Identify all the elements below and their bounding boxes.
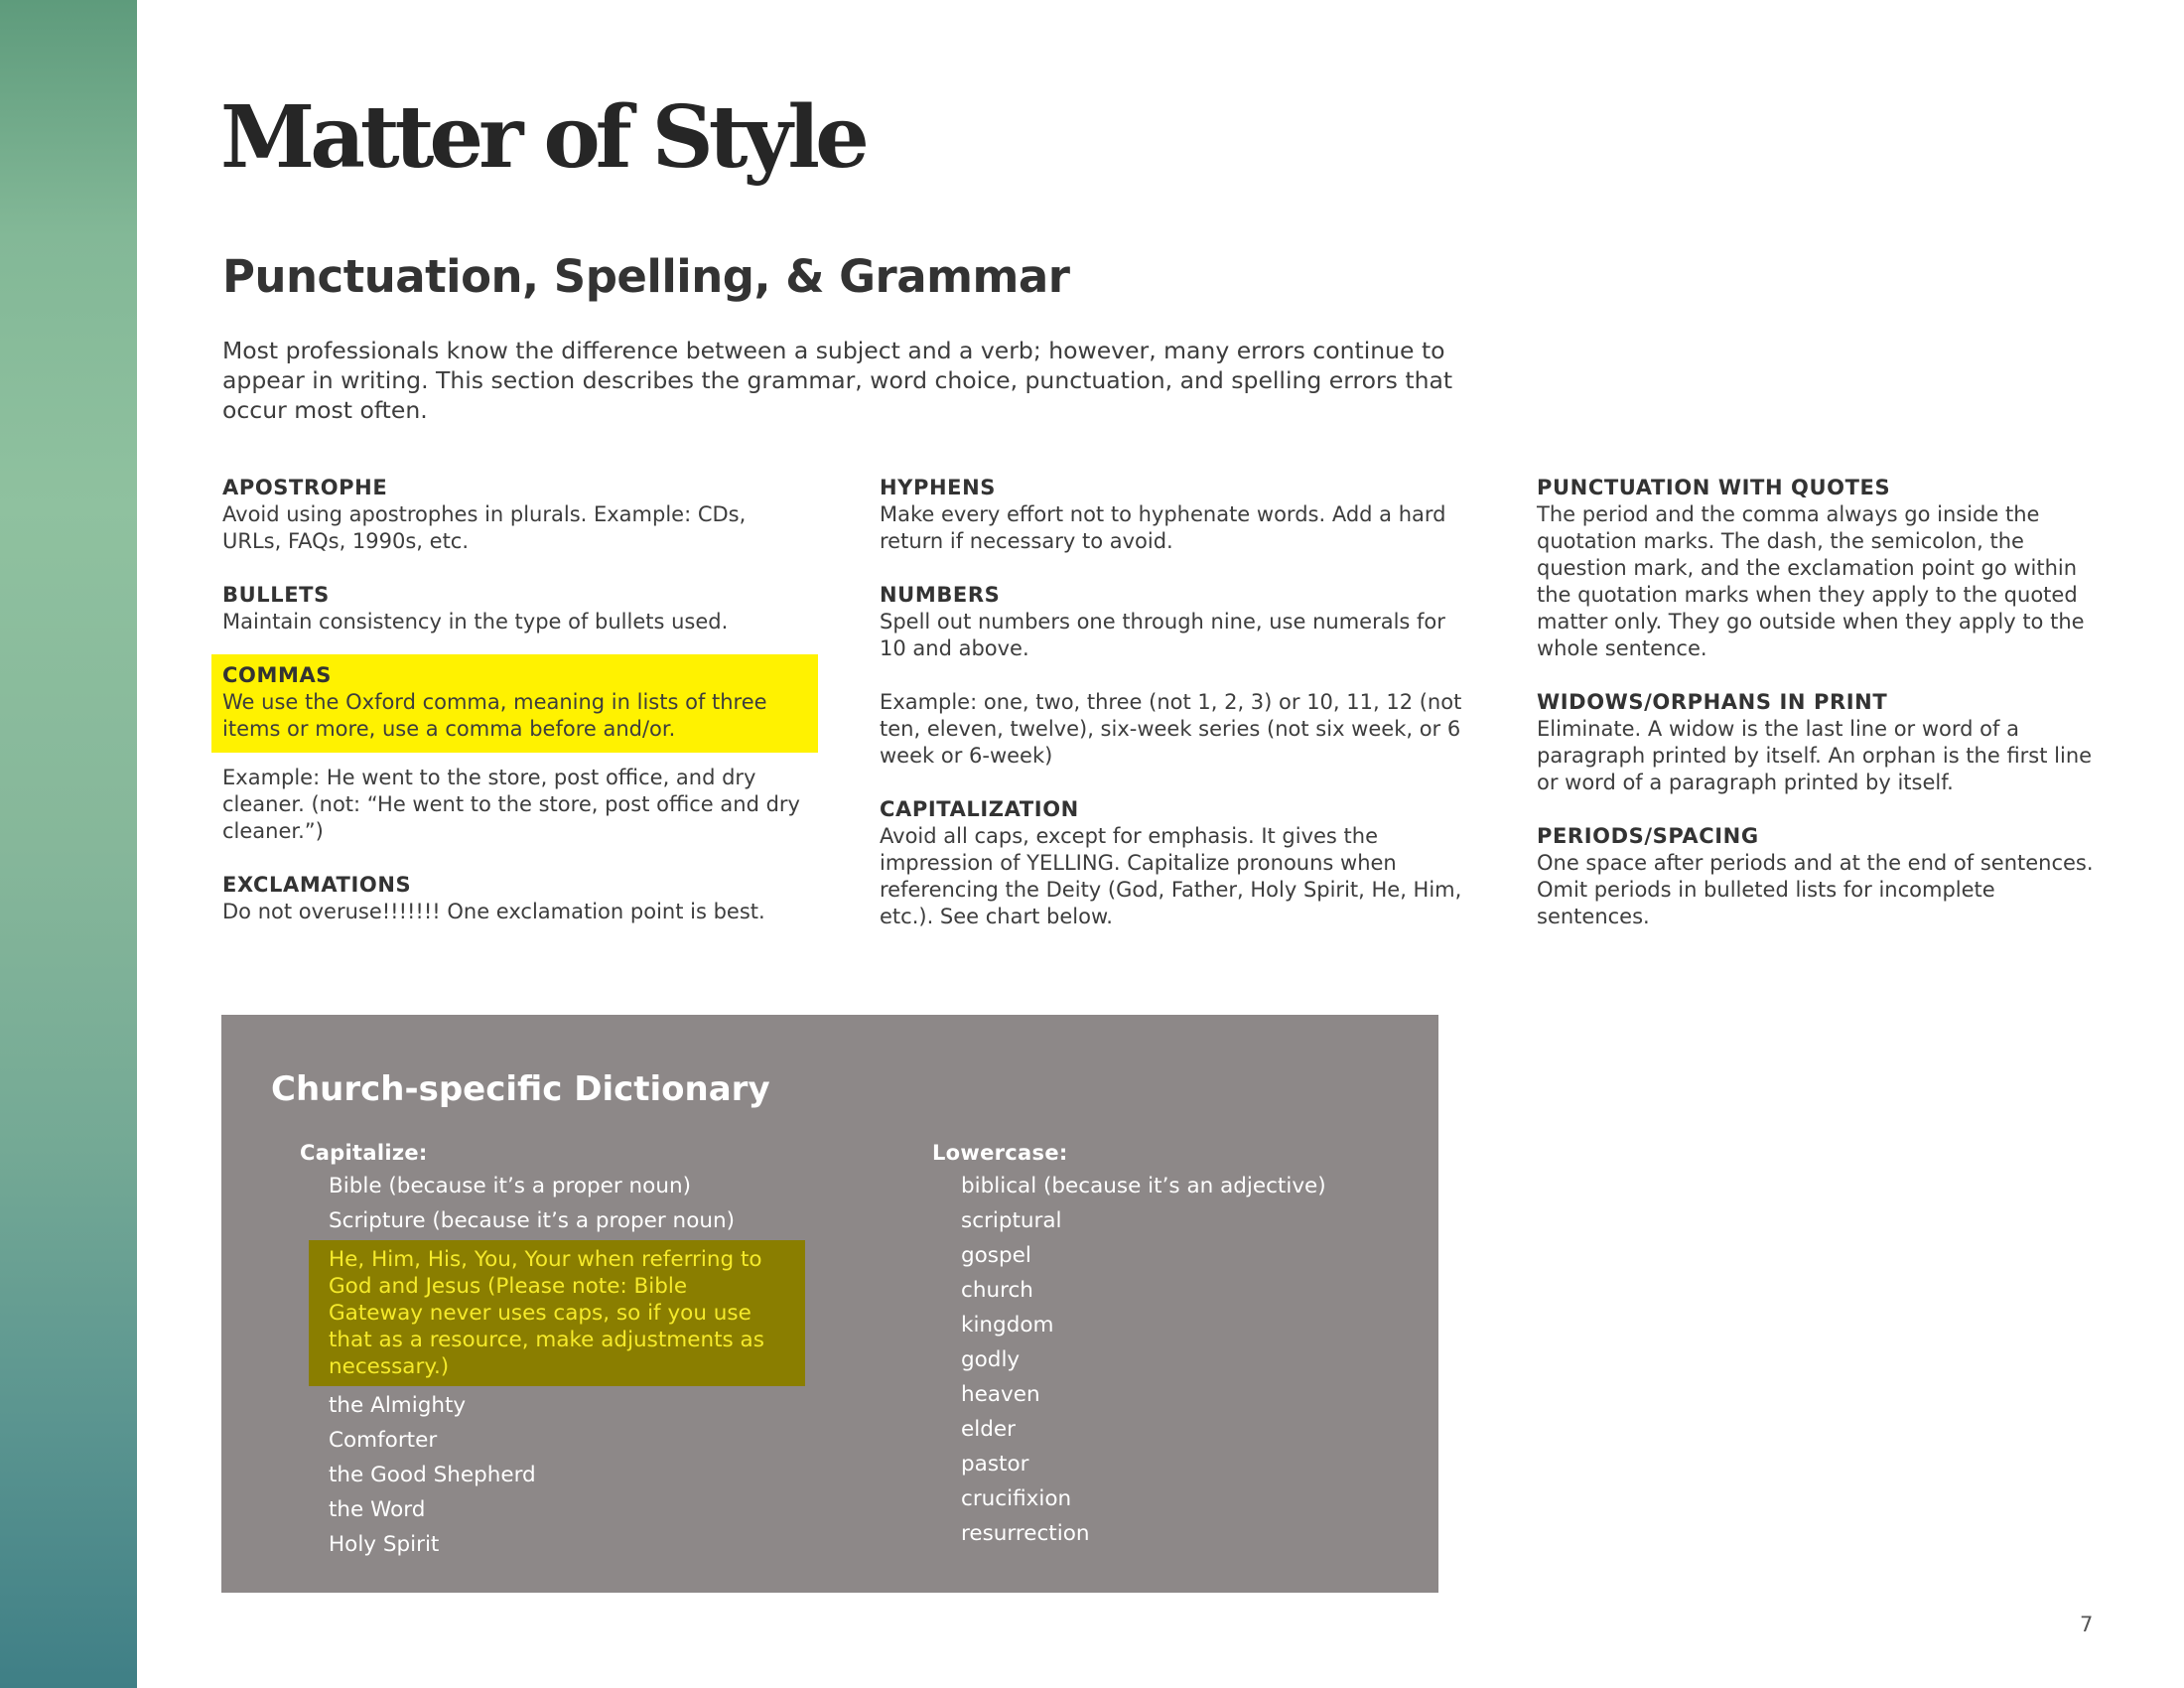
page-number: 7 — [2080, 1613, 2094, 1636]
list-item: resurrection — [961, 1521, 1090, 1546]
lowercase-column — [932, 1139, 1409, 1551]
list-item: Holy Spirit — [329, 1532, 440, 1557]
capitalize-list — [300, 1169, 856, 1562]
rule-capitalization — [880, 796, 1465, 930]
lowercase-heading: Lowercase: — [932, 1141, 1068, 1165]
commas-highlight — [211, 654, 818, 753]
highlighted-list-item: He, Him, His, You, Your when referring to God and Jesus (Please note: Bible Gateway never uses caps, so if you use that as a resource, make adjustments as necessary.) — [309, 1240, 805, 1386]
rules-column-3 — [1537, 475, 2113, 957]
list-item: Scripture (because it’s a proper noun) — [329, 1208, 735, 1233]
church-dictionary-panel — [221, 1015, 1438, 1593]
rule-heading: PERIODS/SPACING — [1537, 824, 1759, 848]
list-item: kingdom — [961, 1313, 1054, 1337]
rule-body: Maintain consistency in the type of bullets used. — [222, 610, 729, 633]
list-item: gospel — [961, 1243, 1031, 1268]
brand-title: Matter of Style — [220, 87, 865, 188]
rule-heading: COMMAS — [222, 663, 333, 687]
rule-body: The period and the comma always go inside the quotation marks. The dash, the semicolon, the question mark, and the exclamation point go within the quotation marks when they apply to the quoted matter only. They go outside when they apply to the whole sentence. — [1537, 502, 2085, 660]
rule-example: Example: He went to the store, post office, and dry cleaner. (not: “He went to the store, post office and dry cleaner.”) — [222, 766, 800, 843]
list-item: elder — [961, 1417, 1016, 1442]
list-item: pastor — [961, 1452, 1029, 1477]
rule-bullets — [222, 582, 808, 635]
dictionary-title: Church-specific Dictionary — [271, 1069, 770, 1109]
rule-commas — [222, 654, 808, 845]
rule-body: Do not overuse!!!!!!! One exclamation point is best. — [222, 900, 765, 923]
rule-numbers — [880, 582, 1465, 770]
rule-body: Spell out numbers one through nine, use numerals for 10 and above. — [880, 610, 1445, 660]
lowercase-list — [932, 1169, 1409, 1551]
list-item: heaven — [961, 1382, 1040, 1407]
rule-heading: CAPITALIZATION — [880, 797, 1079, 821]
intro-paragraph: Most professionals know the difference between a subject and a verb; however, many errors continue to appear in writing. This section describes the grammar, word choice, punctuation, and spelling errors that occur most often. — [222, 337, 1453, 424]
list-item: the Almighty — [329, 1393, 467, 1418]
rule-periods-spacing — [1537, 823, 2113, 930]
list-item: Bible (because it’s a proper noun) — [329, 1174, 691, 1198]
rule-hyphens — [880, 475, 1465, 555]
list-item: biblical (because it’s an adjective) — [961, 1174, 1326, 1198]
rule-body: One space after periods and at the end of sentences. Omit periods in bulleted lists for incomplete sentences. — [1537, 851, 2094, 928]
rule-body: Make every effort not to hyphenate words. Add a hard return if necessary to avoid. — [880, 502, 1446, 553]
list-item: crucifixion — [961, 1486, 1072, 1511]
rule-example: Example: one, two, three (not 1, 2, 3) or 10, 11, 12 (not ten, eleven, twelve), six-week series (not six week, or 6 week or 6-week) — [880, 690, 1462, 768]
rule-punctuation-quotes — [1537, 475, 2113, 662]
section-heading: Punctuation, Spelling, & Grammar — [222, 250, 1070, 303]
rule-apostrophe — [222, 475, 808, 555]
rule-heading: HYPHENS — [880, 476, 996, 499]
rule-body: Eliminate. A widow is the last line or word of a paragraph printed by itself. An orphan is the first line or word of a paragraph printed by itself. — [1537, 717, 2093, 794]
rule-heading: WIDOWS/ORPHANS IN PRINT — [1537, 690, 1888, 714]
list-item: godly — [961, 1347, 1021, 1372]
rule-heading: EXCLAMATIONS — [222, 873, 412, 897]
list-item: the Word — [329, 1497, 426, 1522]
rule-body: Avoid all caps, except for emphasis. It gives the impression of YELLING. Capitalize pronouns when referencing the Deity (God, Father, Holy Spirit, He, Him, etc.). See chart below. — [880, 824, 1462, 928]
capitalize-column — [300, 1139, 856, 1562]
rule-heading: BULLETS — [222, 583, 330, 607]
rules-column-1 — [222, 475, 808, 952]
list-item: scriptural — [961, 1208, 1062, 1233]
rule-exclamations — [222, 872, 808, 925]
rule-heading: APOSTROPHE — [222, 476, 388, 499]
rule-heading: PUNCTUATION WITH QUOTES — [1537, 476, 1891, 499]
list-item: Comforter — [329, 1428, 438, 1453]
rule-heading: NUMBERS — [880, 583, 1001, 607]
list-item: church — [961, 1278, 1033, 1303]
decorative-side-band — [0, 0, 137, 1688]
rule-body: We use the Oxford comma, meaning in lists of three items or more, use a comma before and/or. — [222, 690, 767, 741]
rules-column-2 — [880, 475, 1465, 957]
capitalize-heading: Capitalize: — [300, 1141, 428, 1165]
rule-widows-orphans — [1537, 689, 2113, 796]
rule-body: Avoid using apostrophes in plurals. Example: CDs, URLs, FAQs, 1990s, etc. — [222, 502, 747, 553]
list-item: the Good Shepherd — [329, 1463, 536, 1487]
